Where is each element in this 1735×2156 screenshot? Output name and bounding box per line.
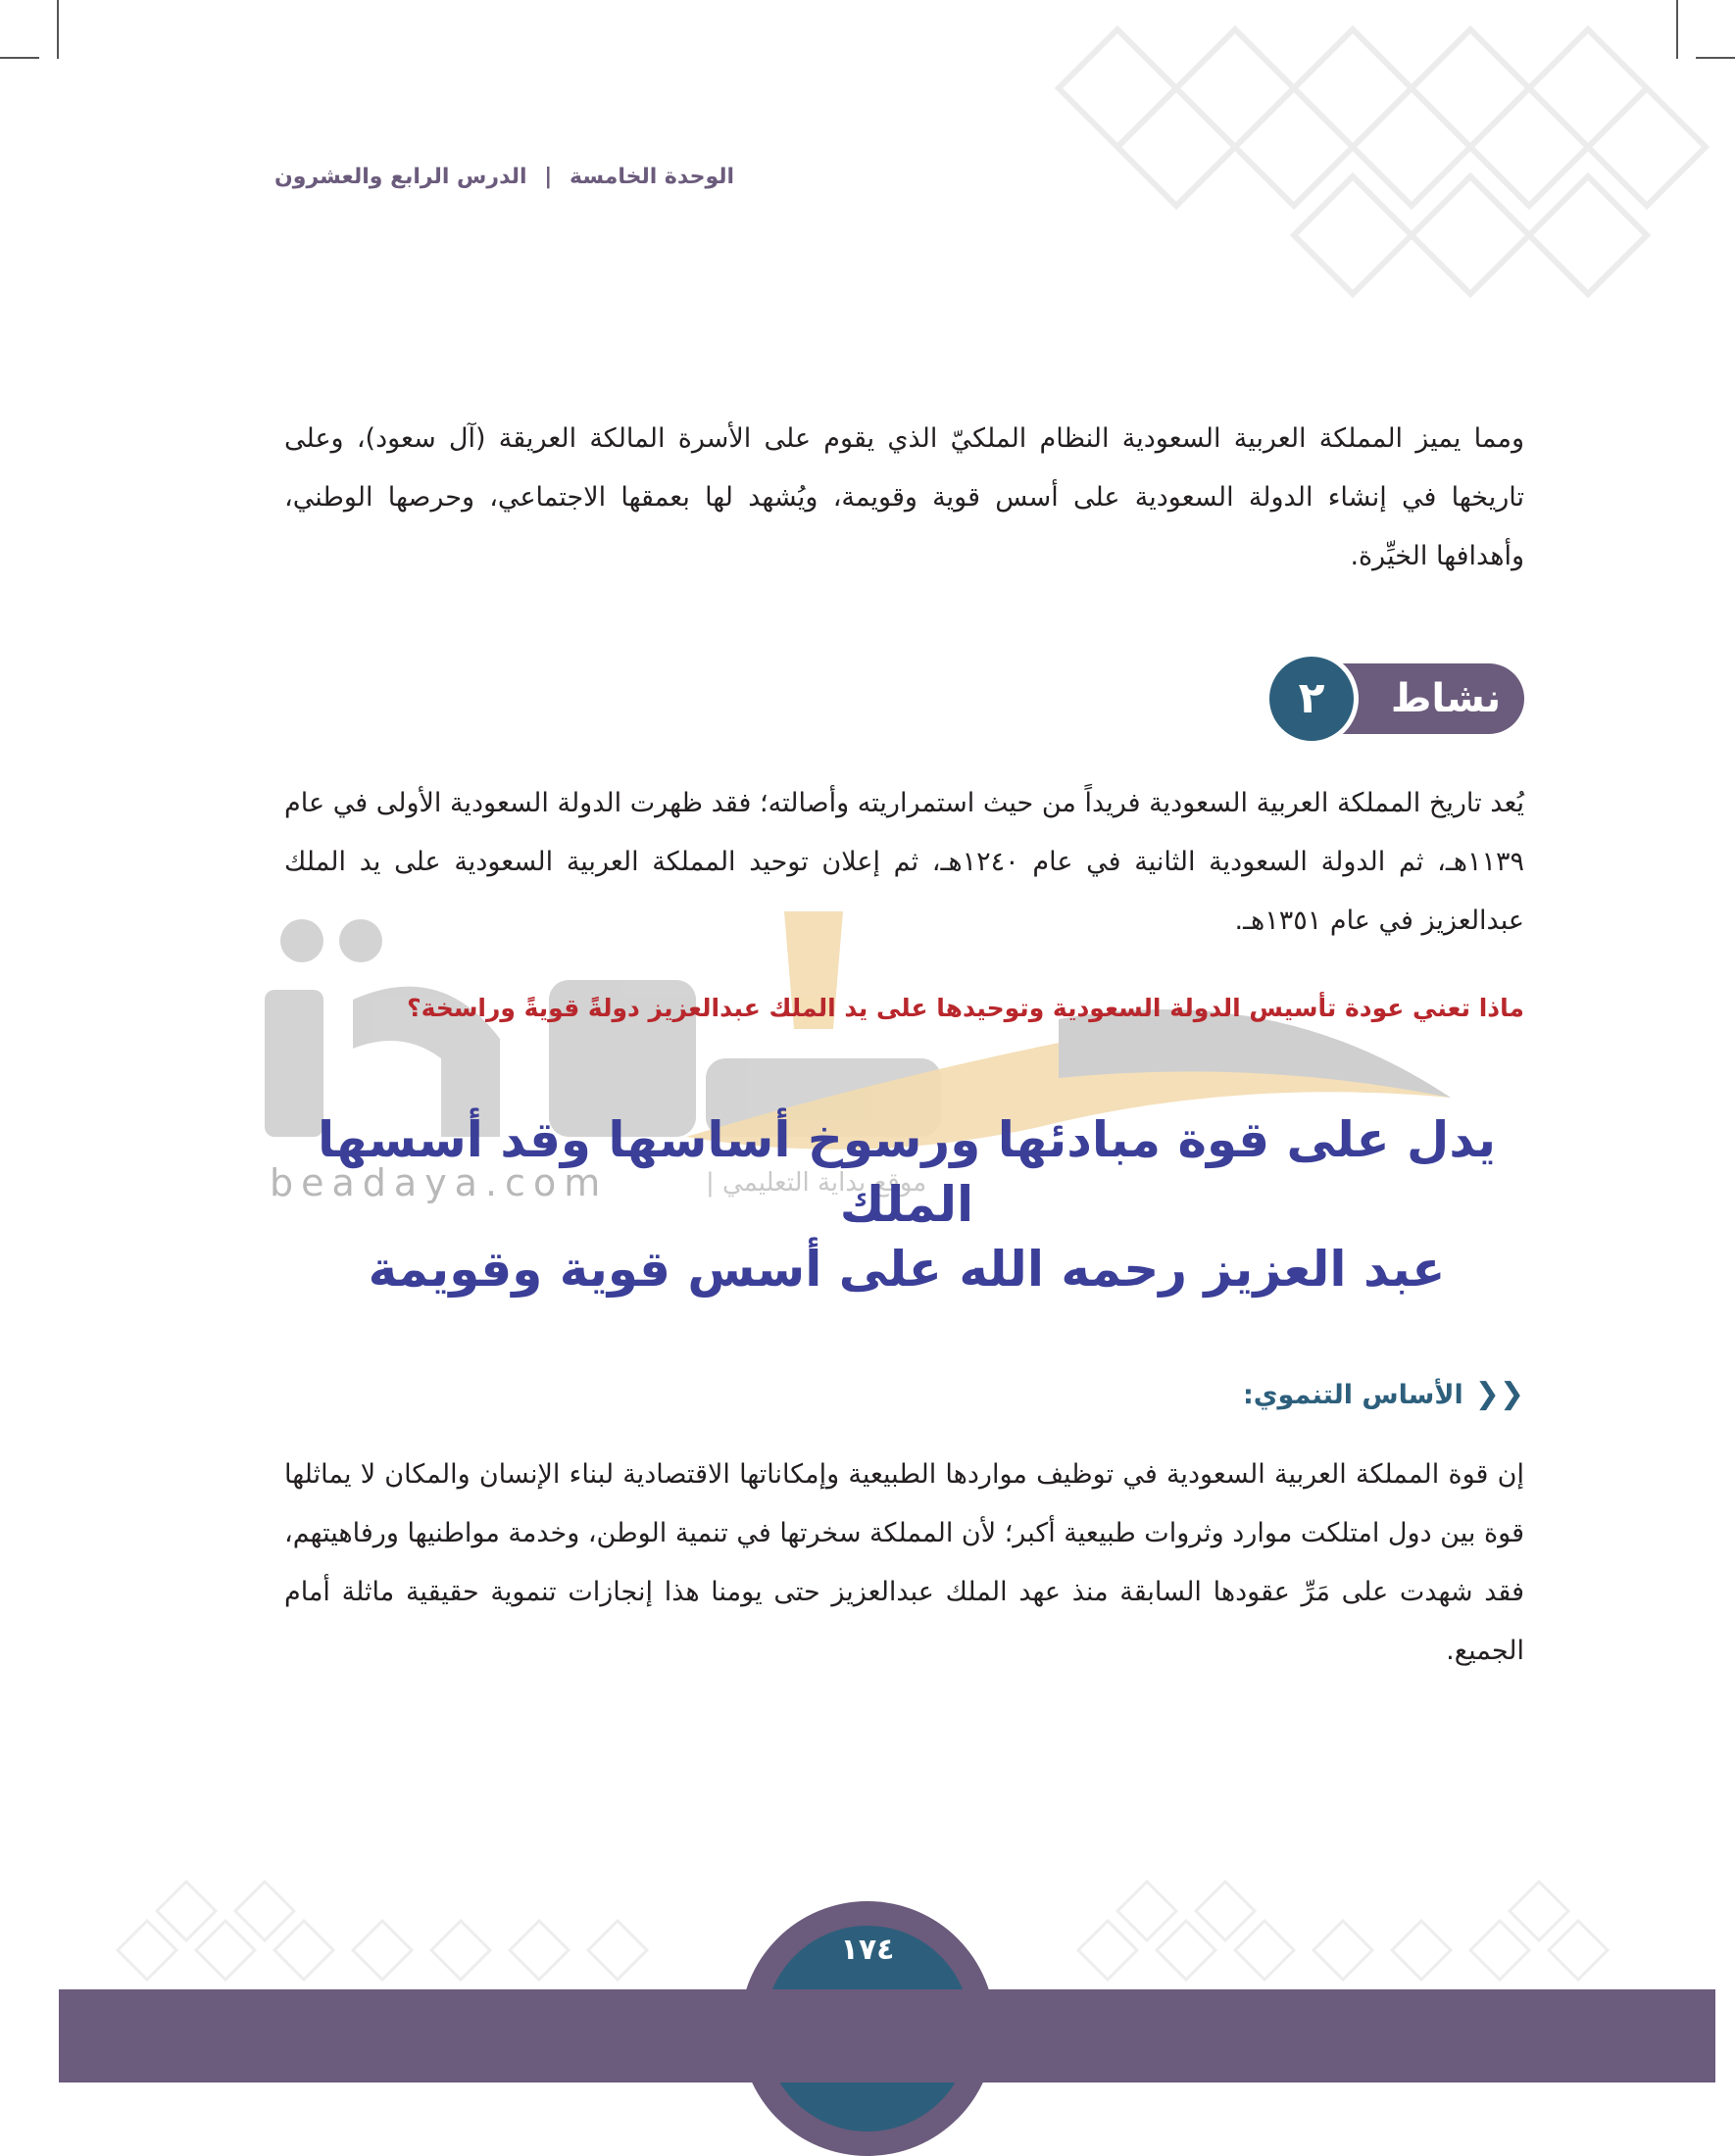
header-separator: | [544, 165, 553, 189]
header-unit: الوحدة الخامسة [569, 165, 735, 189]
intro-paragraph: ومما يميز المملكة العربية السعودية النظام الملكيّ الذي يقوم على الأسرة المالكة العريقة (آل سعود)، وعلى تاريخها في إنشاء الدولة السعودية على أسس قوية وقويمة، ويُشهد لها بعمقها الاجتماعي، وحرصها الوطني، وأهدافها الخيِّرة. [284, 423, 1524, 571]
answer-line-2: عبد العزيز رحمه الله على أسس قوية وقويمة [368, 1241, 1446, 1298]
watermark-subtitle: موقع بداية التعليمي | [706, 1168, 927, 1198]
activity-paragraph: يُعد تاريخ المملكة العربية السعودية فريداً من حيث استمراريته وأصالته؛ فقد ظهرت الدولة السعودية الأولى في عام ١١٣٩هـ، ثم الدولة السعودية الثانية في عام ١٢٤٠هـ، ثم إعلان توحيد المملكة العربية السعودية على يد الملك عبدالعزيز في عام ١٣٥١هـ. [284, 788, 1524, 936]
footer-bar [59, 1989, 1715, 2082]
activity-question: ماذا تعني عودة تأسيس الدولة السعودية وتوحيدها على يد الملك عبدالعزيز دولةً قويةً وراسخة؟ [407, 994, 1524, 1022]
section-heading [1176, 1377, 1524, 1426]
section-paragraph: إن قوة المملكة العربية السعودية في توظيف مواردها الطبيعية وإمكاناتها الاقتصادية لبناء الإنسان والمكان لا يماثلها قوة بين دول امتلكت موارد وثروات طبيعية أكبر؛ لأن المملكة سخرتها في تنمية الوطن، وخدمة مواطنيها ورفاهيتهم، فقد شهدت على مَرِّ عقودها السابقة منذ عهد الملك عبدالعزيز حتى يومنا هذا إنجازات تنموية حقيقية ماثلة أمام الجميع. [284, 1459, 1524, 1666]
watermark-url: beadaya.com [270, 1161, 609, 1204]
section-title: الأساس التنموي: [1243, 1380, 1463, 1410]
activity-number: ٢ [1264, 652, 1359, 746]
page-number: ١٧٤ [840, 1933, 895, 1967]
answer-line-1: يدل على قوة مبادئها ورسوخ أساسها وقد أسسها الملك [317, 1111, 1497, 1233]
answer-text [284, 1107, 1529, 1301]
header-lesson: الدرس الرابع والعشرون [274, 165, 527, 189]
double-chevron-left-icon: ❮❮ [1474, 1377, 1524, 1411]
activity-label: نشاط [1390, 676, 1502, 721]
